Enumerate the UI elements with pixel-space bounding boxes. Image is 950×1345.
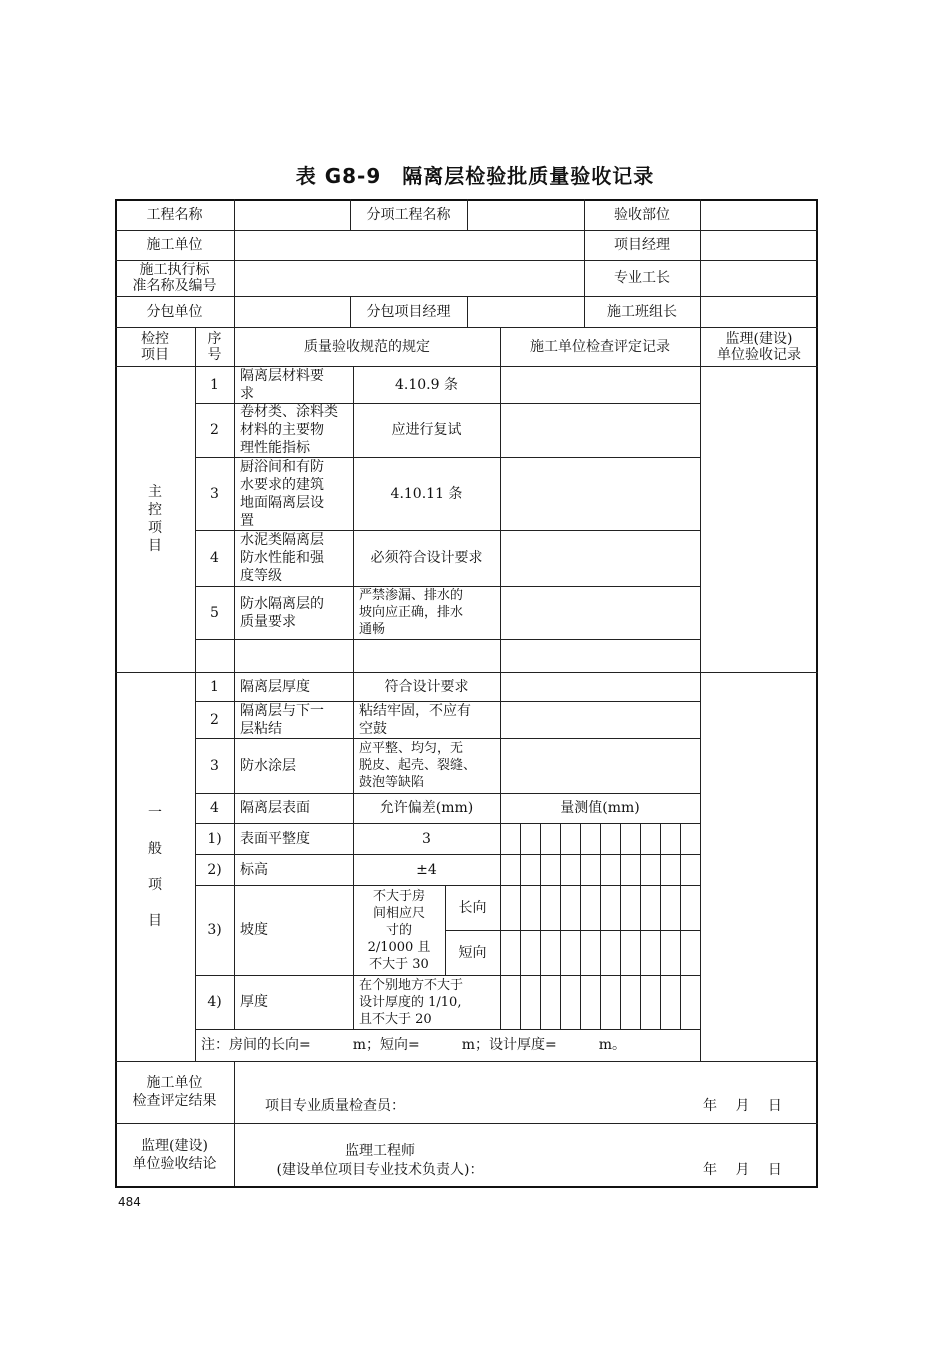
dimension-note: 注：房间的长向= m；短向= m；设计厚度= m。 xyxy=(201,1037,627,1053)
professional-foreman-label: 专业工长 xyxy=(614,270,670,286)
col-seq: 序 号 xyxy=(207,330,222,363)
gen-req: 应平整、均匀，无 脱皮、起壳、裂缝、 鼓泡等缺陷 xyxy=(359,741,477,790)
mc-seq: 4 xyxy=(210,550,219,566)
rule xyxy=(234,1061,235,1186)
sub-seq: 2) xyxy=(207,861,222,878)
project-name-field[interactable] xyxy=(234,199,350,230)
dir-long: 长向 xyxy=(458,899,487,916)
rule xyxy=(660,823,661,1029)
gen-item: 隔离层与下一 层粘结 xyxy=(240,702,324,737)
subcontract-unit-label: 分包单位 xyxy=(146,303,203,320)
gen-seq: 2 xyxy=(210,711,219,728)
team-leader-label: 施工班组长 xyxy=(607,303,677,320)
allow-deviation-label: 允许偏差(mm) xyxy=(379,800,474,816)
sub-seq: 4) xyxy=(207,994,222,1010)
rule xyxy=(680,823,681,1029)
acceptance-form xyxy=(115,199,818,1188)
rule xyxy=(700,327,701,1061)
mc-seq: 5 xyxy=(210,604,219,621)
sub-item: 厚度 xyxy=(240,994,268,1010)
accept-part-field[interactable] xyxy=(700,199,818,230)
mc-req: 4.10.9 条 xyxy=(395,376,458,393)
inspector-label: 项目专业质量检查员： xyxy=(265,1098,405,1114)
rule xyxy=(195,639,700,640)
mc-item: 隔离层材料要 求 xyxy=(240,367,324,402)
sub-value: 在个别地方不大于 设计厚度的 1/10, 且不大于 20 xyxy=(359,977,464,1027)
mc-req: 4.10.11 条 xyxy=(390,485,463,502)
col-spec: 质量验收规范的规定 xyxy=(304,338,430,355)
date-2: 年 月 日 xyxy=(703,1162,782,1178)
measured-label: 量测值(mm) xyxy=(560,800,640,816)
sub-project-field[interactable] xyxy=(467,199,584,230)
subcontract-manager-field[interactable] xyxy=(467,296,584,327)
mc-req: 严禁渗漏、排水的 坡向应正确，排水 通畅 xyxy=(359,588,464,637)
subcontract-manager-label: 分包项目经理 xyxy=(366,303,451,320)
rule xyxy=(540,823,541,1029)
gen-req: 粘结牢固，不应有 空鼓 xyxy=(359,702,471,737)
professional-foreman-field[interactable] xyxy=(700,260,818,296)
sub-seq: 1) xyxy=(207,830,222,847)
mc-req: 应进行复试 xyxy=(391,422,462,438)
col-category: 检控 项目 xyxy=(141,330,169,363)
mc-seq: 1 xyxy=(210,376,219,393)
standard-field[interactable] xyxy=(234,260,584,296)
sub-item: 表面平整度 xyxy=(240,830,310,847)
project-name-label: 工程名称 xyxy=(146,206,203,223)
rule xyxy=(600,823,601,1029)
page-title: 表 G8-9 隔离层检验批质量验收记录 xyxy=(295,164,655,188)
dir-short: 短向 xyxy=(458,944,487,961)
mc-item: 防水隔离层的 质量要求 xyxy=(240,595,324,630)
construction-unit-label: 施工单位 xyxy=(146,237,203,253)
sub-item: 坡度 xyxy=(240,922,268,938)
sub-value: 3 xyxy=(422,830,431,847)
col-check-record: 施工单位检查评定记录 xyxy=(530,338,670,355)
rule xyxy=(500,327,501,1029)
general-label: 一 般 项 目 xyxy=(148,804,162,929)
construction-unit-field[interactable] xyxy=(234,230,584,260)
supervisor-engineer-label: 监理工程师 (建设单位项目专业技术负责人)： xyxy=(276,1143,484,1178)
standard-label: 施工执行标 准名称及编号 xyxy=(132,262,217,294)
rule xyxy=(620,823,621,1029)
mc-item: 卷材类、涂料类 材料的主要物 理性能指标 xyxy=(240,404,338,456)
rule xyxy=(520,823,521,1029)
date-1: 年 月 日 xyxy=(703,1098,782,1114)
col-supervisor: 监理(建设) 单位验收记录 xyxy=(717,330,801,363)
sub-value: 不大于房 间相应尺 寸的 2/1000 且 不大于 30 xyxy=(367,888,431,972)
gen-seq: 1 xyxy=(210,678,219,695)
surface-item: 隔离层表面 xyxy=(240,800,310,816)
accept-part-label: 验收部位 xyxy=(614,206,670,223)
sub-item: 标高 xyxy=(240,861,268,878)
project-manager-label: 项目经理 xyxy=(614,237,670,253)
mc-req: 必须符合设计要求 xyxy=(370,550,483,566)
rule xyxy=(580,823,581,1029)
mc-item: 厨浴间和有防 水要求的建筑 地面隔离层设 置 xyxy=(240,458,324,529)
team-leader-field[interactable] xyxy=(700,296,818,327)
subcontract-unit-field[interactable] xyxy=(234,296,350,327)
sub-value: ±4 xyxy=(416,861,437,878)
sub-seq: 3) xyxy=(207,922,222,938)
surface-seq: 4 xyxy=(210,800,219,816)
rule xyxy=(640,823,641,1029)
gen-item: 防水涂层 xyxy=(240,757,296,774)
mc-item: 水泥类隔离层 防水性能和强 度等级 xyxy=(240,532,324,584)
gen-seq: 3 xyxy=(210,757,219,774)
gen-req: 符合设计要求 xyxy=(384,678,469,695)
sub-project-label: 分项工程名称 xyxy=(366,206,451,223)
construction-result-label: 施工单位 检查评定结果 xyxy=(132,1075,217,1109)
mc-seq: 2 xyxy=(210,422,219,438)
mc-seq: 3 xyxy=(210,485,219,502)
rule xyxy=(560,823,561,1029)
supervisor-conclusion-label: 监理(建设) 单位验收结论 xyxy=(132,1137,217,1172)
main-control-label: 主 控 项 目 xyxy=(148,484,162,554)
gen-item: 隔离层厚度 xyxy=(240,678,310,695)
project-manager-field[interactable] xyxy=(700,230,818,260)
page-number: 484 xyxy=(118,1195,141,1209)
